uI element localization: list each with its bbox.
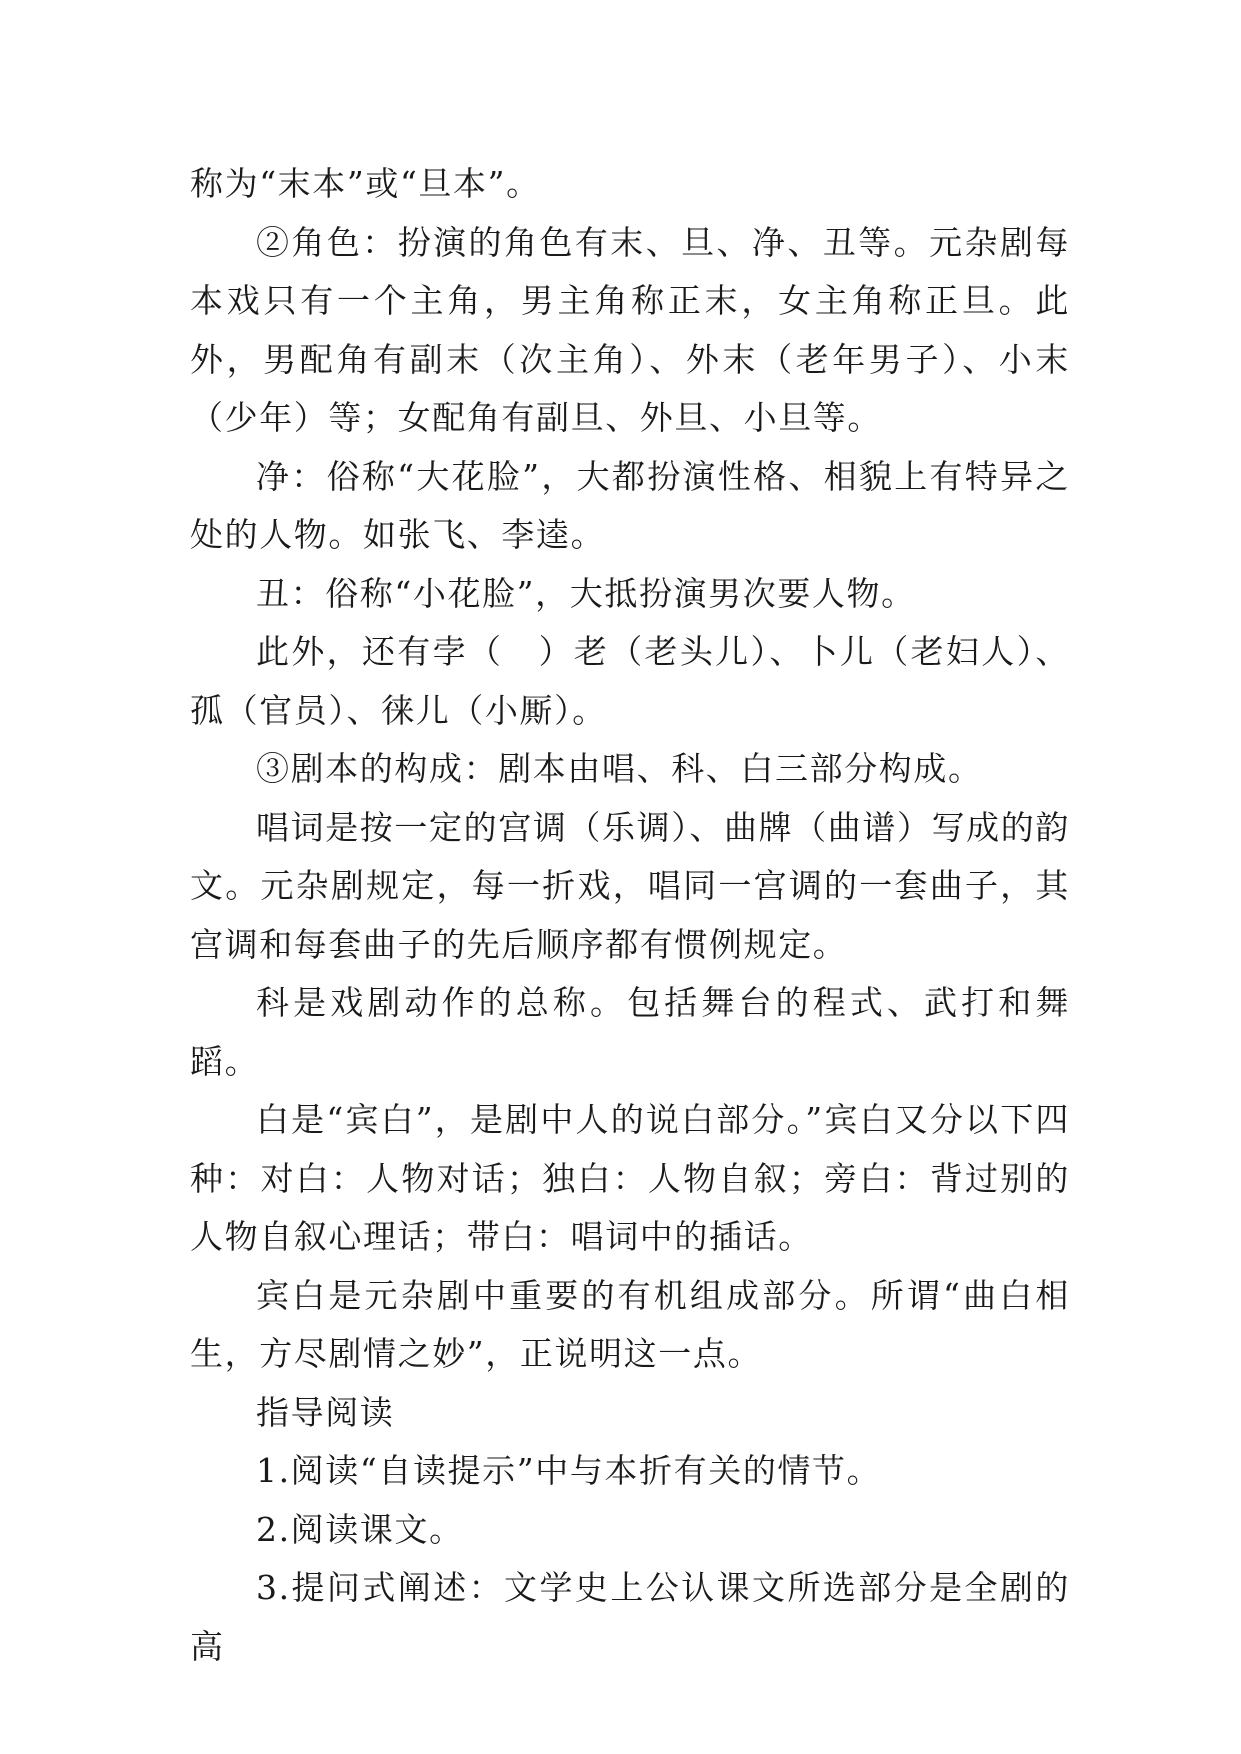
body-text xyxy=(190,155,1070,1676)
paragraph: 科是戏剧动作的总称。包括舞台的程式、武打和舞蹈。 xyxy=(190,983,1070,1081)
paragraph: 白是“宾白”，是剧中人的说白部分。”宾白又分以下四种：对白：人物对话；独白：人物自叙；旁白：背过别的人物自叙心理话；带白：唱词中的插话。 xyxy=(190,1100,1070,1256)
list-item: 3.提问式阐述：文学史上公认课文所选部分是全剧的高 xyxy=(190,1568,1070,1666)
paragraph: 唱词是按一定的宫调（乐调）、曲牌（曲谱）写成的韵文。元杂剧规定，每一折戏，唱同一宫调的一套曲子，其宫调和每套曲子的先后顺序都有惯例规定。 xyxy=(190,807,1070,964)
list-item: 2.阅读课文。 xyxy=(256,1509,464,1549)
paragraph: 称为“末本”或“旦本”。 xyxy=(190,164,541,203)
paragraph: 此外，还有孛（ ）老（老头儿）、卜儿（老妇人）、孤（官员）、徕儿（小厮）。 xyxy=(190,632,1070,730)
paragraph: 净：俗称“大花脸”，大都扮演性格、相貌上有特异之处的人物。如张飞、李逵。 xyxy=(190,456,1070,554)
paragraph: 丑：俗称“小花脸”，大抵扮演男次要人物。 xyxy=(256,573,916,613)
section-heading: 指导阅读 xyxy=(256,1392,395,1432)
list-item: 1.阅读“自读提示”中与本折有关的情节。 xyxy=(256,1451,882,1490)
paragraph: ②角色：扮演的角色有末、旦、净、丑等。元杂剧每本戏只有一个主角，男主角称正末，女主角称正旦。此外，男配角有副末（次主角）、外末（老年男子）、小末（少年）等；女配角有副旦、外旦、小旦等。 xyxy=(190,222,1070,437)
paragraph: ③剧本的构成：剧本由唱、科、白三部分构成。 xyxy=(256,749,983,788)
paragraph: 宾白是元杂剧中重要的有机组成部分。所谓“曲白相生，方尽剧情之妙”，正说明这一点。 xyxy=(190,1275,1070,1373)
